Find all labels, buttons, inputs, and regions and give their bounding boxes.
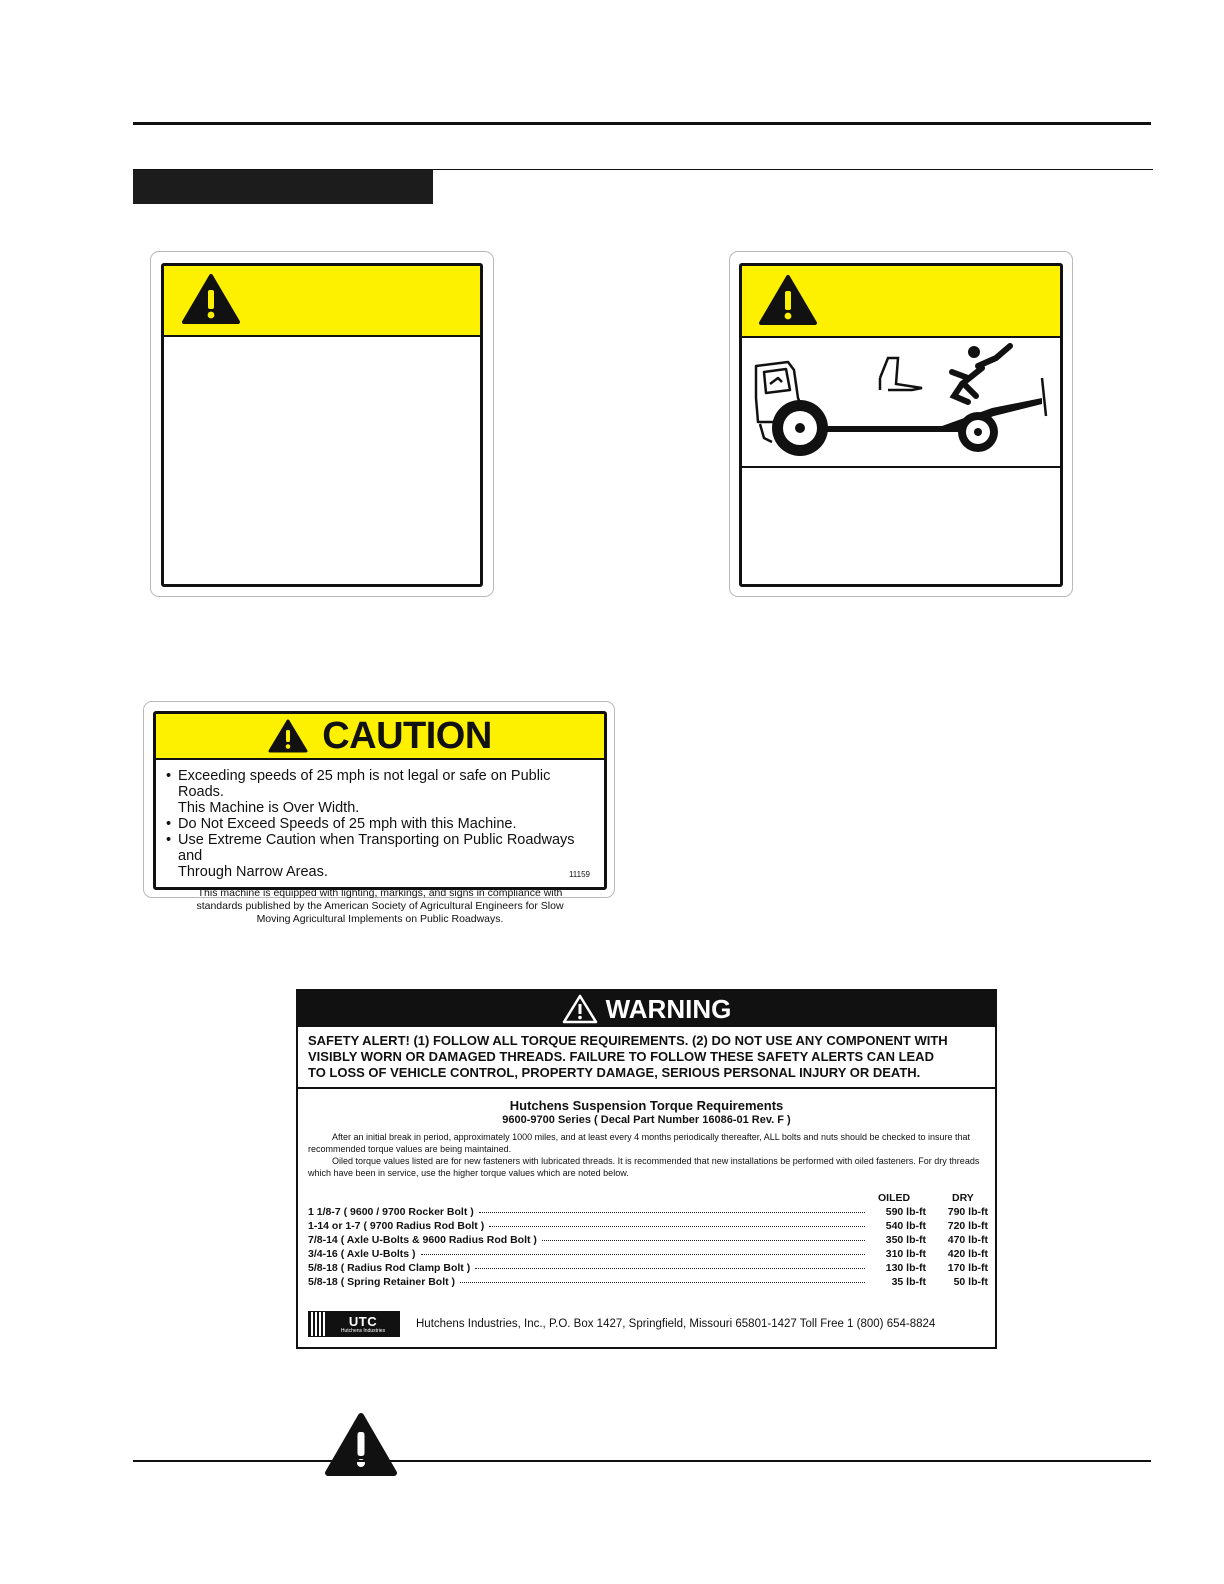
pictogram-panel (742, 338, 1060, 468)
torque-title: Hutchens Suspension Torque Requirements (509, 1098, 784, 1113)
torque-row (308, 1262, 988, 1276)
torque-oiled-value: 590 lb-ft (885, 1206, 926, 1218)
decal-header-band (742, 266, 1060, 338)
bullet-line: Through Narrow Areas. (178, 864, 328, 880)
torque-paragraph-2: Oiled torque values listed are for new fasteners with lubricated threads. It is recommended that new installations be performed with oiled fasteners. For dry threads which have been in service, use the higher torque values which are noted below. (308, 1156, 980, 1178)
torque-oiled-value: 130 lb-ft (885, 1262, 926, 1274)
warning-heading: WARNING (605, 993, 732, 1024)
decal-crush-hazard-frame (739, 263, 1063, 587)
torque-row (308, 1248, 988, 1262)
column-dry: DRY (952, 1192, 974, 1204)
bullet-line: This Machine is Over Width. (178, 800, 360, 816)
decal-caution-speed (143, 701, 615, 925)
torque-row (308, 1276, 988, 1290)
caution-header (156, 714, 604, 760)
torque-dry-value: 720 lb-ft (947, 1220, 988, 1232)
column-oiled: OILED (878, 1192, 911, 1204)
warning-triangle-icon (562, 994, 598, 1024)
caution-bullet: • Do Not Exceed Speeds of 25 mph with this Machine. (166, 816, 517, 832)
torque-paragraph-1: After an initial break in period, approximately 1000 miles, and at least every 4 months periodically thereafter, ALL bolts and nuts should be checked to insure that recommended torque values are being maintained. (308, 1132, 971, 1154)
torque-row (308, 1206, 988, 1220)
warning-triangle-icon (181, 273, 241, 325)
torque-dry-value: 170 lb-ft (947, 1262, 988, 1274)
footer-rule (133, 1460, 1151, 1462)
warning-divider (298, 1087, 995, 1089)
bullet-line: Do Not Exceed Speeds of 25 mph with this Machine. (178, 816, 517, 832)
torque-bolt: 1-14 or 1-7 ( 9700 Radius Rod Bolt ) (308, 1220, 485, 1232)
utc-logo (308, 1311, 400, 1337)
torque-bolt: 5/8-18 ( Radius Rod Clamp Bolt ) (308, 1262, 471, 1274)
torque-oiled-value: 35 lb-ft (891, 1276, 926, 1288)
safety-alert-text (308, 1033, 988, 1081)
torque-bolt: 1 1/8-7 ( 9600 / 9700 Rocker Bolt ) (308, 1206, 474, 1218)
manufacturer-address: Hutchens Industries, Inc., P.O. Box 1427, Springfield, Missouri 65801-1427 Toll Free 1 (800) 654-8824 (416, 1318, 936, 1330)
torque-row (308, 1234, 988, 1248)
section-title-bar (133, 170, 433, 204)
note-line: This machine is equipped with lighting, markings, and signs in compliance with (197, 887, 563, 899)
bullet-line: Use Extreme Caution when Transporting on Public Roadways and (178, 832, 575, 864)
torque-bolt: 3/4-16 ( Axle U-Bolts ) (308, 1248, 416, 1260)
tractor-trailer-pictogram (742, 338, 1060, 464)
caution-part-number: 11159 (568, 870, 590, 879)
header-rule (133, 122, 1151, 125)
decal-header-band (164, 266, 480, 337)
note-line: Moving Agricultural Implements on Public Roadways. (256, 913, 504, 925)
torque-subtitle: 9600-9700 Series ( Decal Part Number 16086-01 Rev. F ) (502, 1114, 791, 1126)
caution-heading: CAUTION (322, 714, 492, 757)
torque-bolt: 5/8-18 ( Spring Retainer Bolt ) (308, 1276, 456, 1288)
decal-blank-warning (150, 251, 494, 597)
torque-row (308, 1220, 988, 1234)
note-line: standards published by the American Society of Agricultural Engineers for Slow (196, 900, 564, 912)
bullet-line: Exceeding speeds of 25 mph is not legal or safe on Public Roads. (178, 768, 551, 800)
decal-blank-warning-frame (161, 263, 483, 587)
torque-dry-value: 420 lb-ft (947, 1248, 988, 1260)
torque-bolt: 7/8-14 ( Axle U-Bolts & 9600 Radius Rod Bolt ) (308, 1234, 537, 1246)
warning-header (298, 991, 995, 1027)
caution-bullet: • Exceeding speeds of 25 mph is not legal or safe on Public Roads. This Machine is Over Width. (166, 768, 594, 816)
decal-warning-torque (296, 989, 997, 1349)
warning-triangle-icon (758, 274, 818, 326)
torque-dry-value: 790 lb-ft (947, 1206, 988, 1218)
torque-oiled-value: 310 lb-ft (885, 1248, 926, 1260)
warning-triangle-icon (324, 1412, 398, 1478)
caution-bullet: • Use Extreme Caution when Transporting on Public Roadways and Through Narrow Areas. (166, 832, 594, 880)
alert-line: SAFETY ALERT! (1) FOLLOW ALL TORQUE REQUIREMENTS. (2) DO NOT USE ANY COMPONENT WITH (308, 1033, 948, 1048)
falling-person-icon (952, 346, 1010, 402)
caution-compliance-note (166, 887, 594, 926)
barcode-icon (309, 1312, 327, 1336)
warning-triangle-icon (268, 719, 308, 753)
torque-oiled-value: 350 lb-ft (885, 1234, 926, 1246)
torque-oiled-value: 540 lb-ft (885, 1220, 926, 1232)
decal-caution-frame (153, 711, 607, 925)
logo-text: UTC (348, 1313, 378, 1329)
logo-subtext: Hutchens Industries (340, 1327, 386, 1334)
decal-crush-hazard (729, 251, 1073, 597)
alert-line: TO LOSS OF VEHICLE CONTROL, PROPERTY DAMAGE, SERIOUS PERSONAL INJURY OR DEATH. (308, 1065, 921, 1080)
torque-dry-value: 470 lb-ft (947, 1234, 988, 1246)
caution-body (156, 760, 604, 926)
torque-dry-value: 50 lb-ft (953, 1276, 988, 1288)
alert-line: VISIBLY WORN OR DAMAGED THREADS. FAILURE TO FOLLOW THESE SAFETY ALERTS CAN LEAD (308, 1049, 934, 1064)
